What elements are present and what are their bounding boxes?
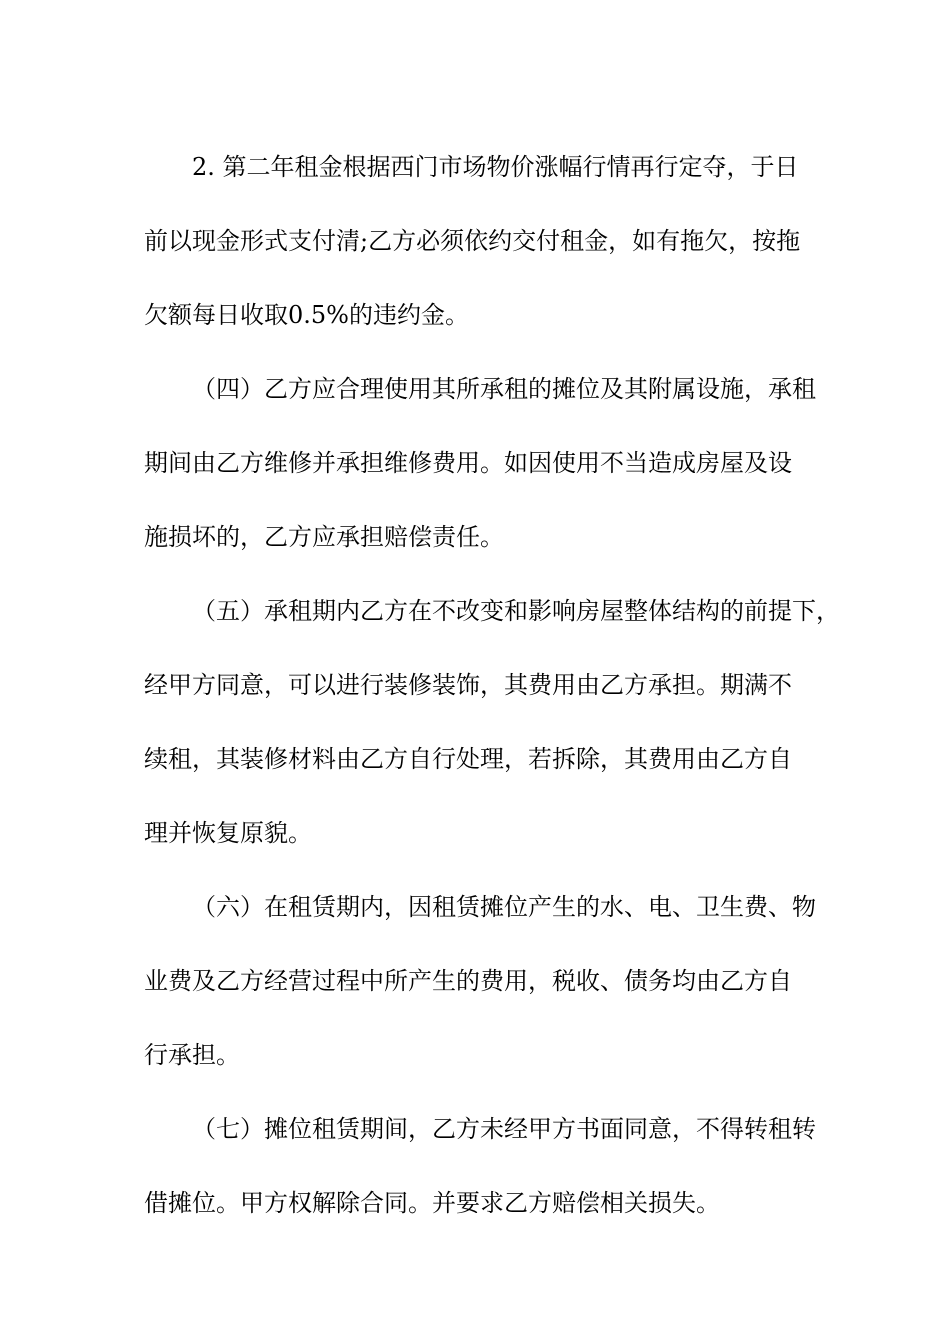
text-line: （六）在租赁期内，因租赁摊位产生的水、电、卫生费、物	[192, 893, 816, 921]
paragraph-clause-six	[144, 870, 816, 1092]
text-line: 施损坏的，乙方应承担赔偿责任。	[144, 523, 504, 551]
document-body	[144, 130, 840, 1240]
text-line: 理并恢复原貌。	[144, 819, 312, 847]
text-line: 借摊位。甲方权解除合同。并要求乙方赔偿相关损失。	[144, 1189, 720, 1217]
paragraph-clause-four	[144, 352, 816, 574]
text-line: （七）摊位租赁期间，乙方未经甲方书面同意，不得转租转	[192, 1115, 816, 1143]
text-line: 经甲方同意，可以进行装修装饰，其费用由乙方承担。期满不	[144, 671, 792, 699]
text-line: 欠额每日收取0.5%的违约金。	[144, 301, 469, 329]
paragraph-rent-second-year	[144, 130, 816, 352]
text-line: （四）乙方应合理使用其所承租的摊位及其附属设施，承租	[192, 375, 816, 403]
text-line: （五）承租期内乙方在不改变和影响房屋整体结构的前提下，	[192, 597, 840, 625]
text-line: 2. 第二年租金根据西门市场物价涨幅行情再行定夺，于日	[192, 153, 799, 181]
text-line: 行承担。	[144, 1041, 240, 1069]
text-line: 期间由乙方维修并承担维修费用。如因使用不当造成房屋及设	[144, 449, 792, 477]
text-line: 续租，其装修材料由乙方自行处理，若拆除，其费用由乙方自	[144, 745, 792, 773]
text-line: 前以现金形式支付清;乙方必须依约交付租金，如有拖欠，按拖	[144, 227, 801, 255]
text-line: 业费及乙方经营过程中所产生的费用，税收、债务均由乙方自	[144, 967, 792, 995]
paragraph-clause-five	[144, 574, 840, 870]
paragraph-clause-seven	[144, 1092, 816, 1240]
